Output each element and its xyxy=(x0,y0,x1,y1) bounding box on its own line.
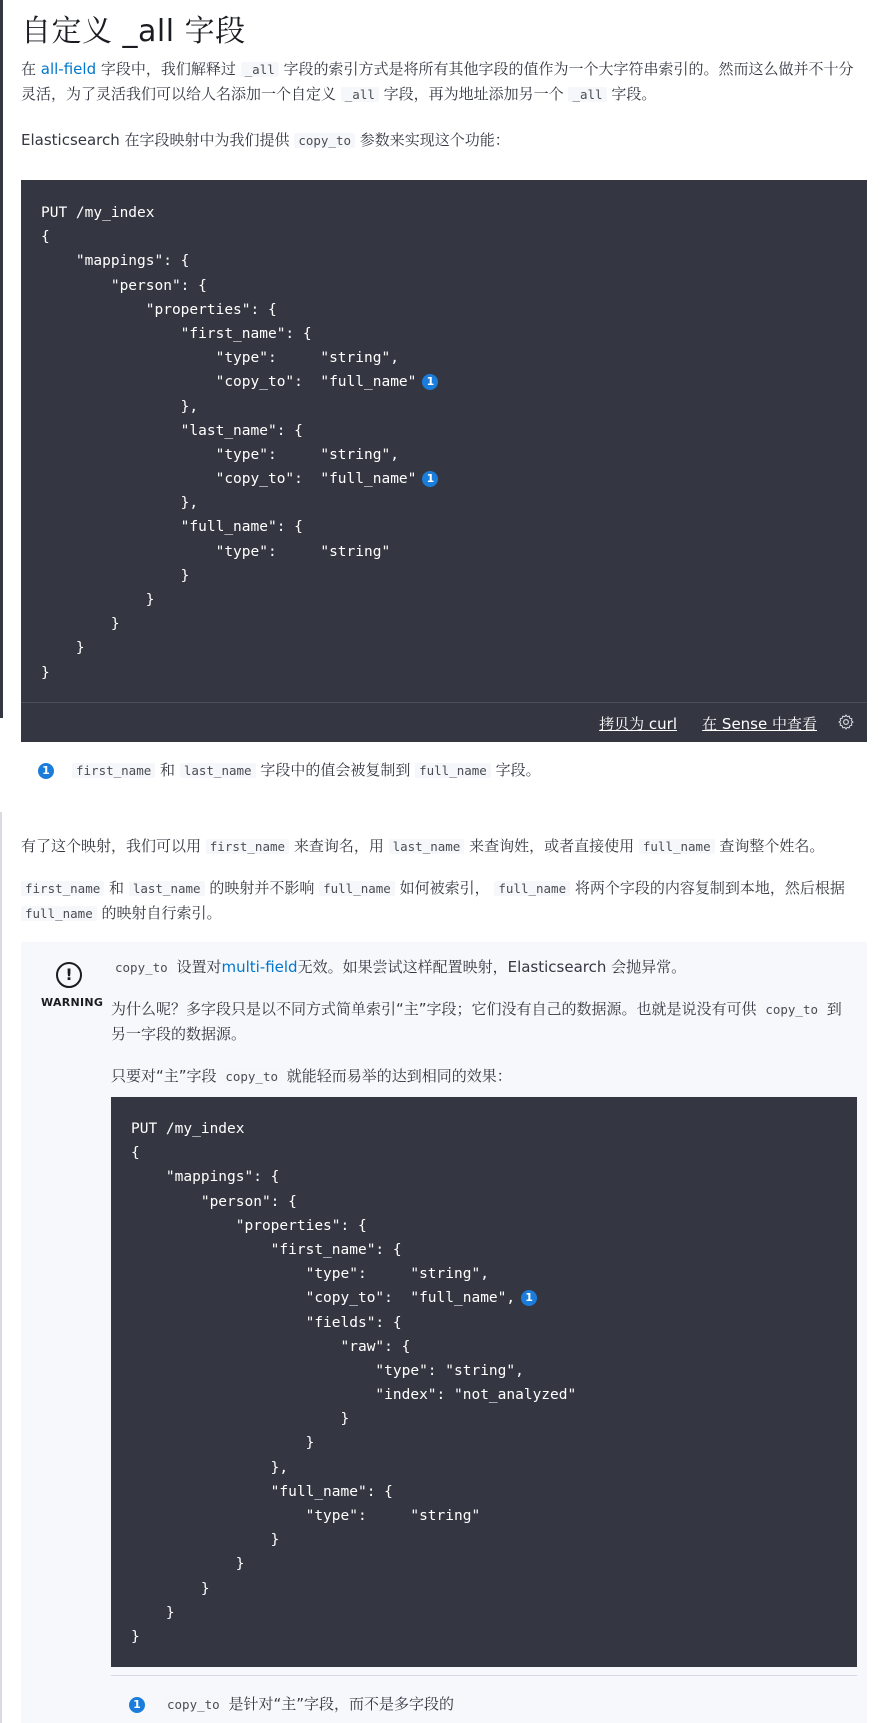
code-text: }, xyxy=(41,495,199,512)
inline-code: full_name xyxy=(639,839,715,854)
warning-admonition xyxy=(21,942,867,1723)
inline-code: _all xyxy=(341,87,379,102)
code-line xyxy=(131,1625,857,1649)
inline-code: _all xyxy=(241,62,279,77)
inline-code: copy_to xyxy=(294,133,355,148)
code-text: "last_name": { xyxy=(41,422,303,439)
gear-icon[interactable] xyxy=(837,713,855,731)
inline-code: copy_to xyxy=(761,1002,822,1017)
code-line xyxy=(41,612,867,636)
warning-icon: ! xyxy=(56,962,82,988)
code-text: } xyxy=(41,592,155,608)
code-line xyxy=(41,515,867,539)
code-line xyxy=(131,1504,857,1528)
inline-code: first_name xyxy=(206,839,289,854)
callout-marker: 1 xyxy=(422,374,438,390)
code-line xyxy=(131,1238,857,1262)
code-text: "person": { xyxy=(131,1193,297,1210)
all-field-link[interactable]: all-field xyxy=(40,60,97,78)
intro-paragraph xyxy=(21,57,861,107)
warning-text-3 xyxy=(111,1064,851,1089)
code-text: "full_name": { xyxy=(131,1483,393,1500)
code-line xyxy=(131,1528,857,1552)
callout-marker: 1 xyxy=(38,763,54,779)
callout-marker: 1 xyxy=(521,1290,537,1306)
code-text: } xyxy=(131,1604,175,1621)
code-line xyxy=(41,370,867,394)
code-line xyxy=(41,467,867,491)
code-text: { xyxy=(41,229,50,246)
code-block-mapping xyxy=(21,180,867,742)
inline-code: copy_to xyxy=(163,1697,224,1712)
code-line xyxy=(131,1286,857,1310)
code-line xyxy=(131,1407,857,1431)
code-text: "copy_to": "full_name" xyxy=(41,471,417,488)
code-text: } xyxy=(41,664,50,681)
copy-as-curl-link[interactable]: 拷贝为 curl xyxy=(599,715,677,733)
code-text: "full_name": { xyxy=(41,519,303,536)
code-line xyxy=(131,1214,857,1238)
warning-label: WARNING xyxy=(41,996,104,1009)
text: 查询整个姓名。 xyxy=(714,837,825,855)
code-lines xyxy=(21,180,867,685)
inline-code: copy_to xyxy=(111,960,172,975)
code-line xyxy=(41,201,867,225)
code-text: } xyxy=(131,1556,245,1573)
inline-code: copy_to xyxy=(221,1069,282,1084)
page-title: 自定义 _all 字段 xyxy=(21,14,246,49)
code-line xyxy=(131,1141,857,1165)
code-text: } xyxy=(131,1435,315,1452)
multi-field-link[interactable]: multi-field xyxy=(221,958,298,976)
code-text: }, xyxy=(41,398,199,415)
callout-note-2 xyxy=(129,1694,454,1715)
text: 有了这个映射，我们可以用 xyxy=(21,837,206,855)
warning-text-2 xyxy=(111,997,851,1047)
warning-text-1 xyxy=(111,955,851,980)
code-text: } xyxy=(41,616,120,633)
code-line xyxy=(41,491,867,515)
code-text: "first_name": { xyxy=(131,1241,402,1258)
code-text: } xyxy=(131,1580,210,1597)
text: 来查询名，用 xyxy=(289,837,389,855)
code-line xyxy=(41,540,867,564)
code-line xyxy=(41,588,867,612)
code-text: "type": "string" xyxy=(41,543,391,560)
callout-marker: 1 xyxy=(129,1697,145,1713)
inline-code: full_name xyxy=(415,763,491,778)
query-paragraph xyxy=(21,834,861,859)
code-line xyxy=(131,1552,857,1576)
code-text: "first_name": { xyxy=(41,325,312,342)
code-line xyxy=(131,1262,857,1286)
code-text: } xyxy=(41,640,85,657)
code-block-footer xyxy=(21,702,867,742)
code-text: "mappings": { xyxy=(131,1169,280,1186)
text: 只要对“主”字段 xyxy=(111,1067,222,1085)
left-accent-bar xyxy=(0,0,3,718)
callout-marker: 1 xyxy=(422,471,438,487)
code-text: "type": "string", xyxy=(41,350,399,367)
divider xyxy=(111,1675,857,1676)
code-line xyxy=(41,346,867,370)
code-line xyxy=(41,443,867,467)
code-line xyxy=(131,1431,857,1455)
code-text: "copy_to": "full_name", xyxy=(131,1290,516,1307)
code-text: } xyxy=(131,1532,280,1549)
code-line xyxy=(41,298,867,322)
text: 和 xyxy=(104,879,129,897)
inline-code: last_name xyxy=(129,881,205,896)
code-line xyxy=(131,1117,857,1141)
code-text: { xyxy=(131,1145,140,1162)
code-line xyxy=(131,1335,857,1359)
text: 设置对 xyxy=(171,958,222,976)
text: 字段中，我们解释过 xyxy=(96,60,241,78)
code-line xyxy=(131,1601,857,1625)
inline-code: full_name xyxy=(21,906,97,921)
code-line xyxy=(131,1190,857,1214)
code-line xyxy=(41,564,867,588)
text: 为什么呢？多字段只是以不同方式简单索引“主”字段；它们没有自己的数据源。也就是说没有可供 xyxy=(111,1000,762,1018)
inline-code: first_name xyxy=(21,881,104,896)
text: 是针对“主”字段，而不是多字段的 xyxy=(223,1695,454,1713)
text: 字段，再为地址添加另一个 xyxy=(378,85,569,103)
text: 到另一字段的数据源。 xyxy=(111,1000,842,1043)
code-line xyxy=(41,661,867,685)
view-in-sense-link[interactable]: 在 Sense 中查看 xyxy=(702,715,817,733)
code-line xyxy=(41,225,867,249)
code-text: PUT /my_index xyxy=(41,205,155,221)
code-text: "type": "string", xyxy=(131,1266,489,1283)
code-text: } xyxy=(131,1411,350,1428)
text: 无效。如果尝试这样配置映射，Elasticsearch 会抛异常。 xyxy=(297,958,687,976)
code-line xyxy=(131,1480,857,1504)
code-block-multifield xyxy=(111,1097,857,1667)
code-text: "person": { xyxy=(41,277,207,294)
text: 将两个字段的内容复制到本地，然后根据 xyxy=(570,879,845,897)
code-text: } xyxy=(41,567,190,584)
text: 参数来实现这个功能： xyxy=(355,131,510,149)
code-text: "raw": { xyxy=(131,1338,411,1355)
code-text: "type": "string", xyxy=(131,1362,524,1379)
code-line xyxy=(41,419,867,443)
code-line xyxy=(131,1165,857,1189)
code-text: }, xyxy=(131,1459,289,1476)
text: 字段的索引方式是将所有其他字段的值作为一个大字符串索引的。然而这么做并不十分灵活，为了灵活我们可以给人名添加一个自定义 xyxy=(21,60,854,103)
code-text: PUT /my_index xyxy=(131,1121,245,1137)
code-text: "properties": { xyxy=(131,1217,367,1234)
code-text: } xyxy=(131,1628,140,1645)
inline-code: last_name xyxy=(389,839,465,854)
code-text: "properties": { xyxy=(41,301,277,318)
code-text: "index": "not_analyzed" xyxy=(131,1387,577,1404)
text: 字段中的值会被复制到 xyxy=(255,761,416,779)
code-text: "copy_to": "full_name" xyxy=(41,374,417,391)
mapping-paragraph xyxy=(21,876,871,926)
text: 字段。 xyxy=(490,761,541,779)
code-lines xyxy=(111,1097,857,1649)
text: 就能轻而易举的达到相同的效果： xyxy=(282,1067,512,1085)
code-text: "fields": { xyxy=(131,1314,402,1331)
inline-code: _all xyxy=(568,87,606,102)
code-line xyxy=(131,1577,857,1601)
code-line xyxy=(41,322,867,346)
text: Elasticsearch 在字段映射中为我们提供 xyxy=(21,131,295,149)
inline-code: full_name xyxy=(494,881,570,896)
code-text: "type": "string" xyxy=(131,1508,481,1524)
text: 和 xyxy=(155,761,180,779)
left-accent-bar-lower xyxy=(0,812,2,1723)
code-line xyxy=(131,1311,857,1335)
inline-code: full_name xyxy=(319,881,395,896)
inline-code: first_name xyxy=(72,763,155,778)
code-line xyxy=(41,274,867,298)
text: 如何被索引， xyxy=(394,879,495,897)
code-text: "type": "string", xyxy=(41,446,399,463)
code-line xyxy=(41,636,867,660)
callout-note-1 xyxy=(38,760,541,781)
code-line xyxy=(41,395,867,419)
text: 在 xyxy=(21,60,41,78)
code-line xyxy=(41,249,867,273)
code-line xyxy=(131,1456,857,1480)
text: 来查询姓，或者直接使用 xyxy=(464,837,639,855)
text: 的映射自行索引。 xyxy=(96,904,222,922)
inline-code: last_name xyxy=(180,763,256,778)
code-line xyxy=(131,1383,857,1407)
code-text: "mappings": { xyxy=(41,253,190,270)
text: 字段。 xyxy=(606,85,657,103)
code-line xyxy=(131,1359,857,1383)
text: 的映射并不影响 xyxy=(204,879,320,897)
copy-to-paragraph xyxy=(21,128,861,153)
